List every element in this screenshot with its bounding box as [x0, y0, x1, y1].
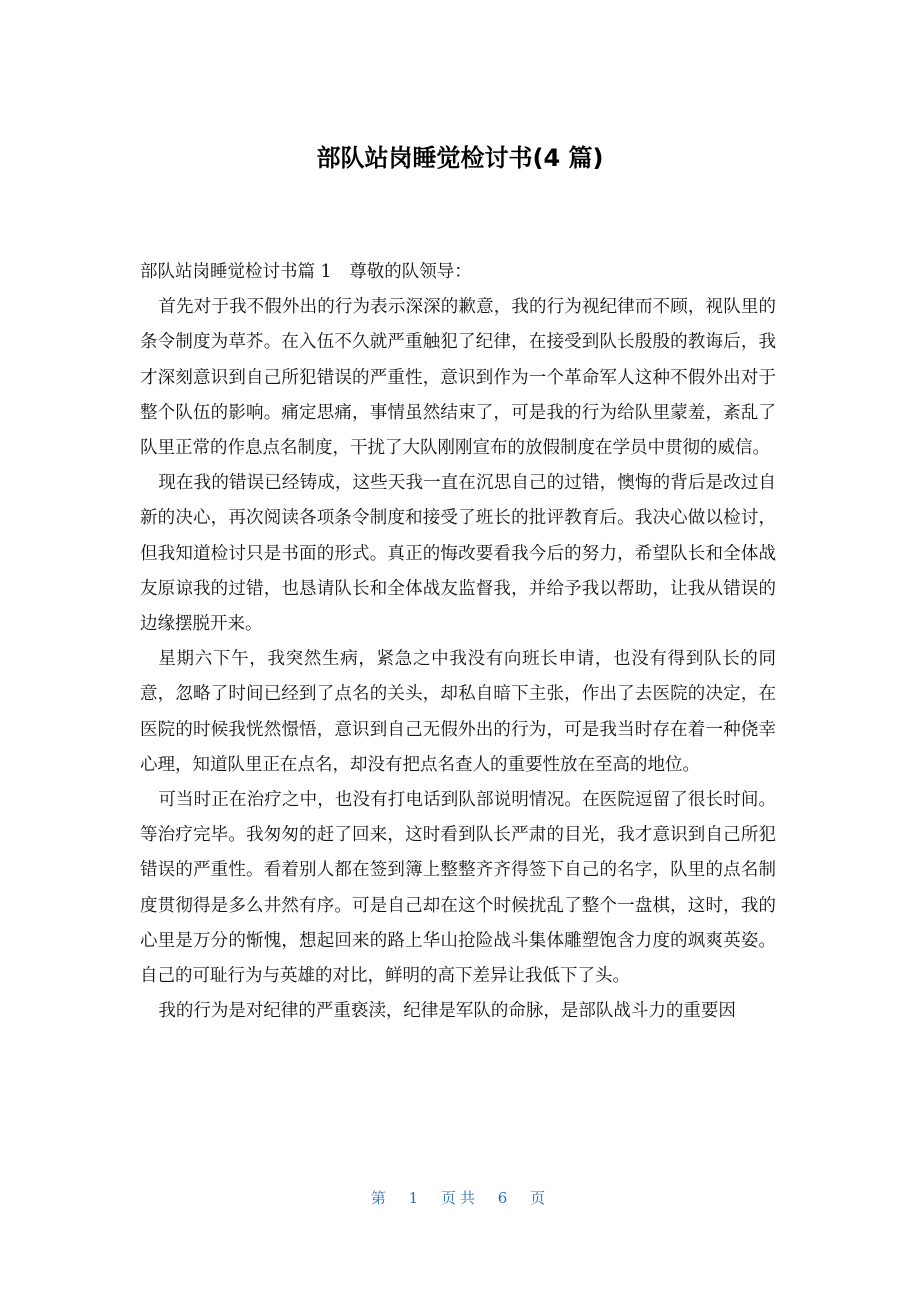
paragraph-1: 首先对于我不假外出的行为表示深深的歉意，我的行为视纪律而不顾，视队里的条令制度为草芥。在入伍不久就严重触犯了纪律，在接受到队长殷殷的教诲后，我才深刻意识到自己所犯错误的严重性，意识到作为一个革命军人这种不假外出对于整个队伍的影响。痛定思痛，事情虽然结束了，可是我的行为给队里蒙羞，紊乱了队里正常的作息点名制度，干扰了大队刚刚宣布的放假制度在学员中贯彻的威信。 [140, 297, 776, 459]
salutation-line: 部队站岗睡觉检讨书篇 1 尊敬的队领导： [140, 262, 472, 282]
footer-prefix: 第 [370, 1189, 390, 1207]
total-page-count: 6 [497, 1189, 512, 1207]
paragraph-5: 我的行为是对纪律的严重亵渎，纪律是军队的命脉，是部队战斗力的重要因 [158, 1001, 736, 1022]
current-page-number: 1 [408, 1189, 423, 1207]
paragraph-3: 星期六下午，我突然生病，紧急之中我没有向班长申请，也没有得到队长的同意，忽略了时间已经到了点名的关头，却私自暗下主张，作出了去医院的决定，在医院的时候我恍然憬悟，意识到自己无假外出的行为，可是我当时存在着一种侥幸心理，知道队里正在点名，却没有把点名查人的重要性放在至高的地位。 [140, 649, 776, 775]
footer-middle: 页共 [440, 1189, 479, 1207]
document-title: 部队站岗睡觉检讨书(4 篇) [316, 144, 604, 172]
document-body [140, 255, 776, 1029]
page-footer [0, 1186, 920, 1210]
paragraph-2: 现在我的错误已经铸成，这些天我一直在沉思自己的过错，懊悔的背后是改过自新的决心，再次阅读各项条令制度和接受了班长的批评教育后。我决心做以检讨，但我知道检讨只是书面的形式。真正的悔改要看我今后的努力，希望队长和全体战友原谅我的过错，也恳请队长和全体战友监督我，并给予我以帮助，让我从错误的边缘摆脱开来。 [140, 473, 776, 635]
paragraph-4: 可当时正在治疗之中，也没有打电话到队部说明情况。在医院逗留了很长时间。等治疗完毕。我匆匆的赶了回来，这时看到队长严肃的目光，我才意识到自己所犯错误的严重性。看着别人都在签到簿上整整齐齐得签下自己的名字，队里的点名制度贯彻得是多么井然有序。可是自己却在这个时候扰乱了整个一盘棋，这时，我的心里是万分的惭愧，想起回来的路上华山抢险战斗集体雕塑饱含力度的飒爽英姿。自己的可耻行为与英雄的对比，鲜明的高下差异让我低下了头。 [140, 790, 776, 987]
footer-suffix: 页 [530, 1189, 550, 1207]
